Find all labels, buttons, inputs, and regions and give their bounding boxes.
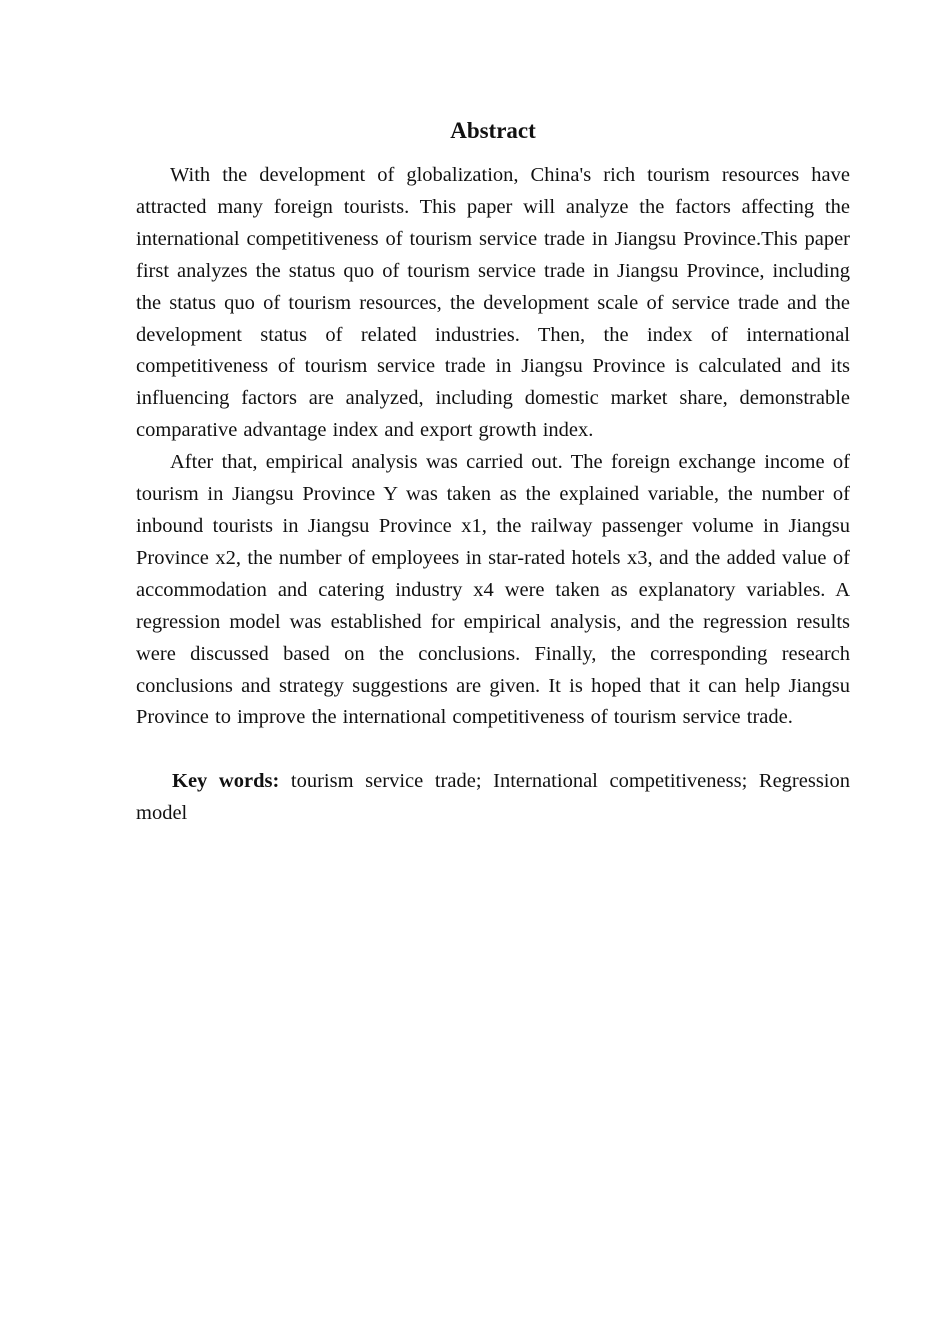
section-spacer [136, 734, 850, 766]
keywords-label: Key words: [172, 770, 280, 793]
abstract-paragraph-1: With the development of globalization, China's rich tourism resources have attracted many foreign tourists. This paper will analyze the factors affecting the international competitiveness of tourism service trade in Jiangsu Province.This paper first analyzes the status quo of tourism service trade in Jiangsu Province, including the status quo of tourism resources, the development scale of service trade and the development status of related industries. Then, the index of international competitiveness of tourism service trade in Jiangsu Province is calculated and its influencing factors are analyzed, including domestic market share, demonstrable comparative advantage index and export growth index. [136, 164, 850, 442]
abstract-page [136, 114, 850, 830]
abstract-paragraph-2: After that, empirical analysis was carried out. The foreign exchange income of tourism in Jiangsu Province Y was taken as the explained variable, the number of inbound tourists in Jiangsu Province x1, the railway passenger volume in Jiangsu Province x2, the number of employees in star-rated hotels x3, and the added value of accommodation and catering industry x4 were taken as explanatory variables. A regression model was established for empirical analysis, and the regression results were discussed based on the conclusions. Finally, the corresponding research conclusions and strategy suggestions are given. It is hoped that it can help Jiangsu Province to improve the international competitiveness of tourism service trade. [136, 451, 850, 729]
keywords-line [136, 766, 850, 830]
abstract-title: Abstract [450, 118, 536, 143]
keywords-text: tourism service trade; International competitiveness; Regression model [136, 770, 850, 825]
